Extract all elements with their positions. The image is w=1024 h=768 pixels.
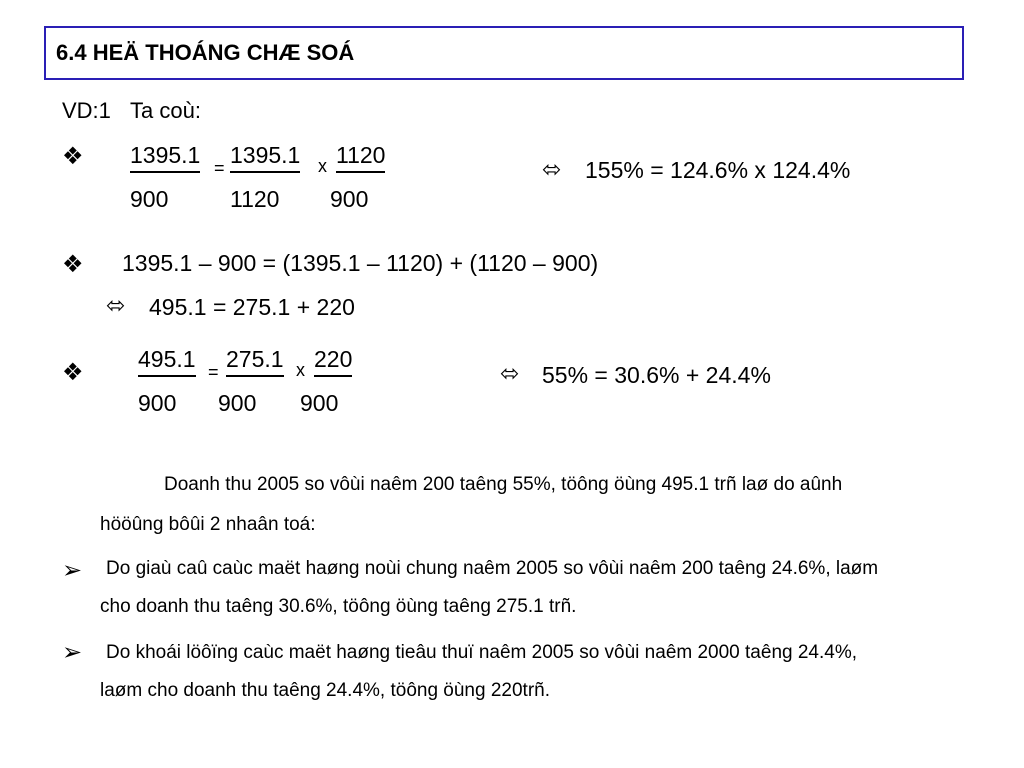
denominator-2: 1120 xyxy=(230,186,280,212)
point-2-line-2: laøm cho doanh thu taêng 24.4%, töông öùng 220trñ. xyxy=(100,680,550,701)
example-label: VD:1 xyxy=(62,98,111,123)
numerator-1: 1395.1 xyxy=(130,142,200,173)
result-1: 155% = 124.6% x 124.4% xyxy=(585,157,851,183)
denominator-1: 900 xyxy=(138,390,177,416)
arrowhead-bullet-icon: ➢ xyxy=(62,557,83,584)
paragraph-line-2: hööûng bôûi 2 nhaân toá: xyxy=(100,514,316,535)
point-2-line-1: Do khoái löôïng caùc maët haøng tieâu thuï naêm 2005 so vôùi naêm 2000 taêng 24.4%, xyxy=(106,642,858,663)
denominator-1: 900 xyxy=(130,186,169,212)
denominator-3: 900 xyxy=(330,186,369,212)
paragraph-line-1: Doanh thu 2005 so vôùi naêm 200 taêng 55%, töông öùng 495.1 trñ laø do aûnh xyxy=(164,474,843,495)
slide-title: 6.4 HEÄ THOÁNG CHÆ SOÁ xyxy=(56,40,355,65)
title-box xyxy=(44,26,964,80)
diamond-bullet-icon: ❖ xyxy=(62,143,84,170)
equals-sign: = xyxy=(214,158,225,178)
double-arrow-icon: ⬄ xyxy=(500,360,520,386)
numerator-3: 1120 xyxy=(336,142,385,173)
result-3: 55% = 30.6% + 24.4% xyxy=(542,362,771,388)
denominator-2: 900 xyxy=(218,390,257,416)
diamond-bullet-icon: ❖ xyxy=(62,359,84,386)
difference-equation: 1395.1 – 900 = (1395.1 – 1120) + (1120 – 900) xyxy=(122,250,599,276)
times-sign: x xyxy=(296,360,305,380)
point-1-line-2: cho doanh thu taêng 30.6%, töông öùng taêng 275.1 trñ. xyxy=(100,596,577,617)
numerator-3: 220 xyxy=(314,346,352,377)
equals-sign: = xyxy=(208,362,219,382)
denominator-3: 900 xyxy=(300,390,339,416)
diamond-bullet-icon: ❖ xyxy=(62,251,84,278)
arrowhead-bullet-icon: ➢ xyxy=(62,639,83,666)
numerator-2: 1395.1 xyxy=(230,142,300,173)
result-2: 495.1 = 275.1 + 220 xyxy=(149,294,355,320)
point-1-line-1: Do giaù caû caùc maët haøng noùi chung naêm 2005 so vôùi naêm 200 taêng 24.6%, laøm xyxy=(106,558,879,579)
double-arrow-icon: ⬄ xyxy=(542,156,562,182)
intro-text: Ta coù: xyxy=(130,98,201,123)
double-arrow-icon: ⬄ xyxy=(106,292,126,318)
times-sign: x xyxy=(318,156,327,176)
numerator-1: 495.1 xyxy=(138,346,196,377)
numerator-2: 275.1 xyxy=(226,346,284,377)
